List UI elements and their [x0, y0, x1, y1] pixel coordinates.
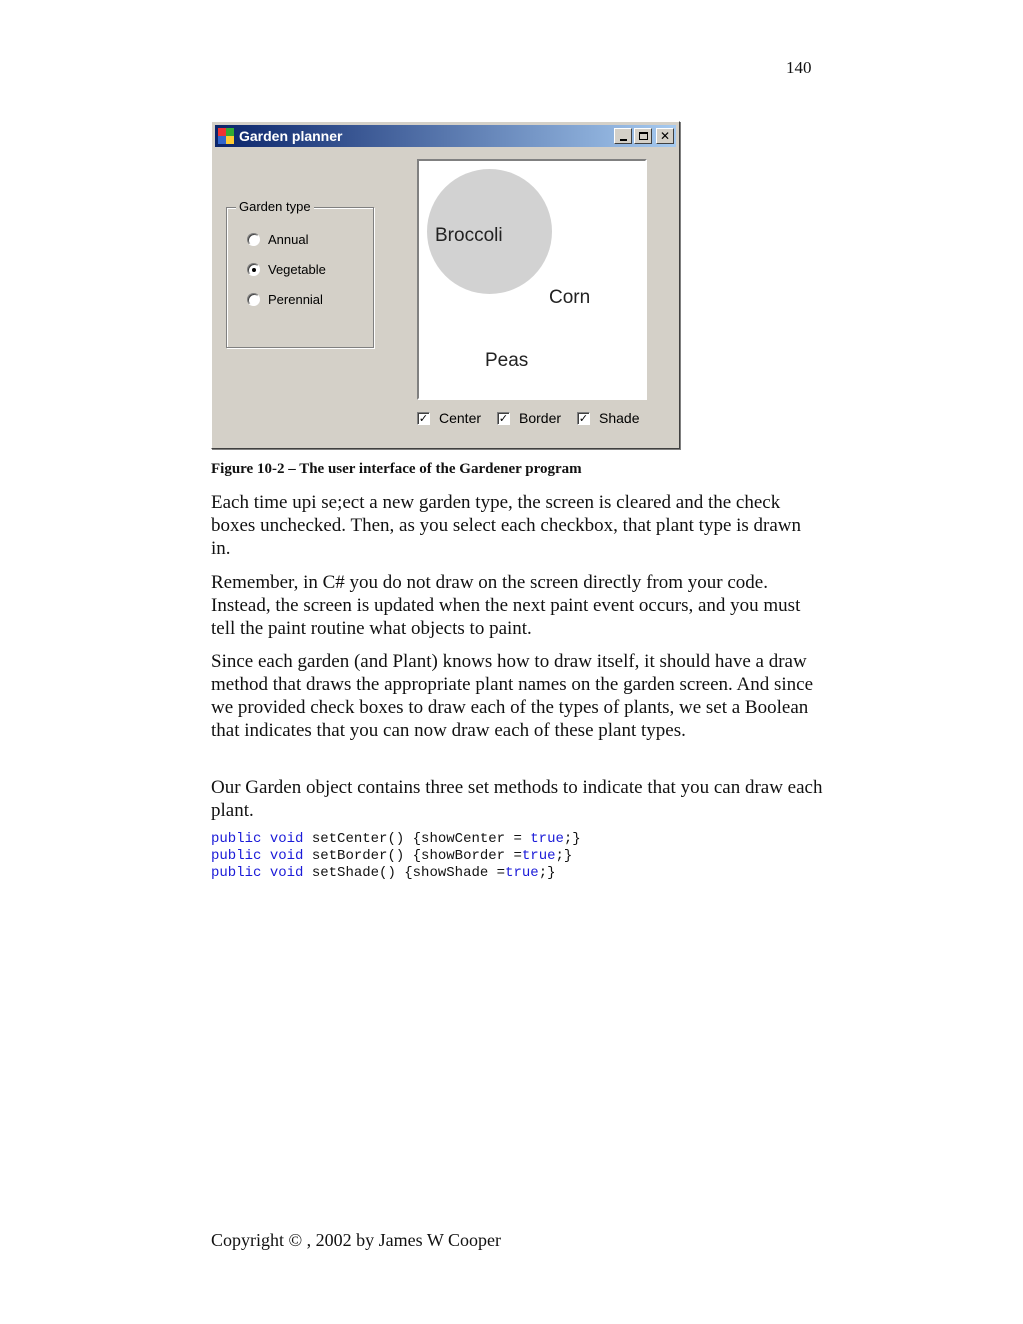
- minimize-icon[interactable]: [614, 128, 632, 144]
- checkbox-shade[interactable]: [577, 410, 639, 426]
- paragraph: Our Garden object contains three set methods to indicate that you can draw each plant.: [211, 777, 823, 821]
- copyright-footer: Copyright © , 2002 by James W Cooper: [211, 1230, 501, 1250]
- paragraph: Remember, in C# you do not draw on the screen directly from your code. Instead, the screen is updated when the next paint event occurs, and you must tell the paint routine what objects to paint.: [211, 572, 801, 639]
- radio-label: Perennial: [268, 292, 323, 307]
- checkbox-label: Border: [519, 410, 562, 426]
- radio-label: Annual: [268, 232, 309, 247]
- title-bar[interactable]: [215, 125, 676, 147]
- checkbox-label: Center: [439, 410, 482, 426]
- maximize-icon[interactable]: [634, 128, 652, 144]
- radio-label: Vegetable: [268, 262, 326, 277]
- checkbox-label: Shade: [599, 410, 640, 426]
- paragraph: Each time upi se;ect a new garden type, the screen is cleared and the check boxes unchecked. Then, as you select each checkbox, that plant type is drawn in.: [211, 492, 802, 559]
- radio-button[interactable]: [247, 233, 260, 246]
- garden-planner-window: [211, 121, 680, 449]
- window-title: Garden planner: [239, 128, 343, 144]
- group-title: Garden type: [236, 199, 314, 214]
- radio-vegetable[interactable]: [247, 262, 326, 277]
- checkbox-border[interactable]: [497, 410, 561, 426]
- garden-type-group: [226, 199, 374, 348]
- check-icon[interactable]: ✓: [498, 411, 509, 425]
- paragraph: Since each garden (and Plant) knows how to draw itself, it should have a draw method that draws the appropriate plant names on the garden screen. And since we provided check boxes to draw each of the types of plants, we set a Boolean that indicates that you can now draw each of these plant types.: [211, 651, 813, 741]
- radio-button[interactable]: [247, 293, 260, 306]
- code-block: [211, 831, 581, 882]
- figure-caption: Figure 10-2 – The user interface of the Gardener program: [211, 461, 582, 477]
- plant-label-border: Corn: [549, 287, 591, 308]
- code-line: public void setShade() {showShade =true;}: [211, 865, 556, 881]
- plant-label-shade: Peas: [485, 350, 529, 371]
- app-icon: [218, 128, 234, 144]
- radio-perennial[interactable]: [247, 292, 323, 307]
- plant-label-center: Broccoli: [435, 225, 503, 246]
- check-icon[interactable]: ✓: [418, 411, 429, 425]
- garden-canvas: [417, 159, 647, 400]
- page-number: 140: [786, 58, 812, 77]
- code-line: public void setBorder() {showBorder =true;}: [211, 848, 573, 864]
- close-icon[interactable]: ✕: [656, 128, 674, 144]
- code-line: public void setCenter() {showCenter = true;}: [211, 831, 581, 847]
- radio-button-selected[interactable]: [247, 263, 260, 276]
- check-icon[interactable]: ✓: [578, 411, 589, 425]
- checkbox-center[interactable]: [417, 410, 481, 426]
- radio-annual[interactable]: [247, 232, 308, 247]
